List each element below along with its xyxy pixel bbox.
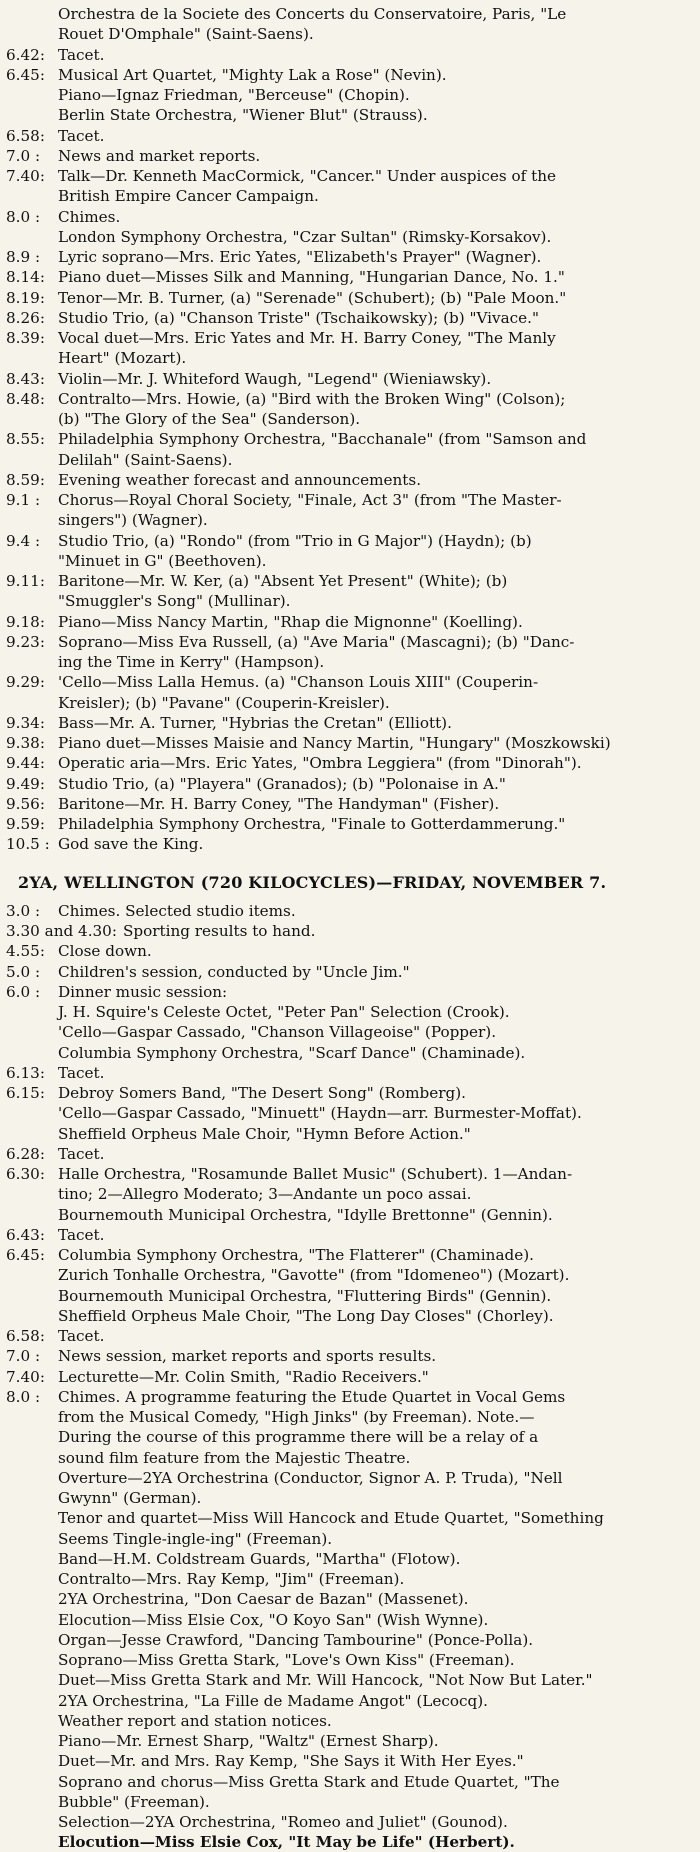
programme-line xyxy=(6,713,694,733)
item-text: "Minuet in G" (Beethoven). xyxy=(58,551,267,570)
item-text: Elocution—Miss Elsie Cox, "It May be Life" (Herbert). xyxy=(58,1833,515,1852)
item-text: (b) "The Glory of the Sea" (Sanderson). xyxy=(58,410,361,428)
time-label: 8.55: xyxy=(6,430,45,449)
programme-line xyxy=(6,834,694,854)
time-label: 7.40: xyxy=(6,167,45,185)
time-label: 9.4 : xyxy=(6,531,41,550)
item-text: Dinner music session: xyxy=(58,982,228,1001)
item-text: 'Cello—Gaspar Cassado, "Chanson Villageoise" (Popper). xyxy=(58,1023,497,1042)
item-text: J. H. Squire's Celeste Octet, "Peter Pan" Selection (Crook). xyxy=(58,1003,510,1021)
item-text: Philadelphia Symphony Orchestra, "Finale to Gotterdammerung." xyxy=(58,815,566,833)
item-text: Debroy Somers Band, "The Desert Song" (Romberg). xyxy=(58,1084,466,1102)
time-label: 9.11: xyxy=(6,572,45,590)
item-text: Tacet. xyxy=(58,1063,105,1082)
item-text: Duet—Mr. and Mrs. Ray Kemp, "She Says it With Her Eyes." xyxy=(58,1752,524,1771)
time-label: 3.0 : xyxy=(6,901,41,920)
time-label: 9.1 : xyxy=(6,491,41,509)
item-text: Band—H.M. Coldstream Guards, "Martha" (Flotow). xyxy=(58,1549,461,1568)
item-text: Children's session, conducted by "Uncle Jim." xyxy=(58,962,410,981)
programme-line xyxy=(6,166,694,186)
item-text: Zurich Tonhalle Orchestra, "Gavotte" (from "Idomeneo") (Mozart). xyxy=(58,1266,570,1285)
programme-line xyxy=(6,1326,694,1346)
programme-line xyxy=(6,1488,694,1508)
item-text: Musical Art Quartet, "Mighty Lak a Rose" (Nevin). xyxy=(58,65,447,84)
time-label: 4.55: xyxy=(6,942,45,961)
programme-line xyxy=(6,308,694,328)
programme-line xyxy=(6,24,694,44)
programme-line xyxy=(6,1265,694,1285)
programme-line xyxy=(6,632,694,652)
programme-line xyxy=(6,531,694,551)
item-text: from the Musical Comedy, "High Jinks" (by Freeman). Note.— xyxy=(58,1408,535,1426)
programme-line xyxy=(6,1670,694,1690)
item-text: Selection—2YA Orchestrina, "Romeo and Juliet" (Gounod). xyxy=(58,1813,508,1831)
item-text: Bubble" (Freeman). xyxy=(58,1792,210,1811)
item-text: Chimes. Selected studio items. xyxy=(58,901,296,920)
item-text: Tacet. xyxy=(58,1225,105,1244)
programme-line xyxy=(6,982,694,1002)
item-text: Halle Orchestra, "Rosamunde Ballet Music" (Schubert). 1—Andan- xyxy=(58,1165,573,1183)
item-text: London Symphony Orchestra, "Czar Sultan" (Rimsky-Korsakov). xyxy=(58,227,552,246)
programme-line xyxy=(6,328,694,348)
item-text: sound film feature from the Majestic Theatre. xyxy=(58,1448,411,1467)
programme-line xyxy=(6,1549,694,1569)
programme-line xyxy=(6,941,694,961)
programme-line xyxy=(6,45,694,65)
programme-line xyxy=(6,1812,694,1832)
time-label: 9.56: xyxy=(6,794,45,813)
programme-line xyxy=(6,450,694,470)
programme-line xyxy=(6,1164,694,1184)
item-text: British Empire Cancer Campaign. xyxy=(58,187,319,206)
programme-line xyxy=(6,1184,694,1204)
programme-line xyxy=(6,85,694,105)
programme-line xyxy=(6,672,694,692)
item-text: Columbia Symphony Orchestra, "The Flatterer" (Chaminade). xyxy=(58,1246,534,1264)
item-text: Studio Trio, (a) "Playera" (Granados); (b) "Polonaise in A." xyxy=(58,774,506,793)
time-label: 5.0 : xyxy=(6,962,41,981)
time-label: 7.40: xyxy=(6,1367,45,1386)
time-label: 8.0 : xyxy=(6,1387,41,1406)
item-text: Piano—Miss Nancy Martin, "Rhap die Mignonne" (Koelling). xyxy=(58,612,523,631)
programme-line xyxy=(6,429,694,449)
programme-line xyxy=(6,591,694,611)
time-label: 9.38: xyxy=(6,734,45,752)
programme-line xyxy=(6,1569,694,1589)
time-label: 6.58: xyxy=(6,1327,45,1345)
programme-line xyxy=(6,288,694,308)
item-text: Sheffield Orpheus Male Choir, "Hymn Before Action." xyxy=(58,1124,471,1143)
programme-line xyxy=(6,1772,694,1792)
programme-line xyxy=(6,1630,694,1650)
programme-line xyxy=(6,207,694,227)
programme-line xyxy=(6,369,694,389)
programme-line xyxy=(6,1245,694,1265)
item-text: Piano—Ignaz Friedman, "Berceuse" (Chopin). xyxy=(58,86,410,104)
programme-line xyxy=(6,186,694,206)
time-label: 9.29: xyxy=(6,673,45,692)
programme-line xyxy=(6,1468,694,1488)
programme-line xyxy=(6,733,694,753)
item-text: Lyric soprano—Mrs. Eric Yates, "Elizabeth's Prayer" (Wagner). xyxy=(58,248,542,266)
time-label: 8.9 : xyxy=(6,248,41,266)
time-label: 6.13: xyxy=(6,1063,45,1082)
programme-line xyxy=(6,1751,694,1771)
item-text: Tacet. xyxy=(58,45,105,64)
programme-line xyxy=(6,921,694,941)
item-text: 2YA Orchestrina, "Don Caesar de Bazan" (Massenet). xyxy=(58,1590,469,1609)
programme-line xyxy=(6,1346,694,1366)
time-label: 8.48: xyxy=(6,389,45,408)
time-label: 8.39: xyxy=(6,329,45,347)
item-text: Organ—Jesse Crawford, "Dancing Tambourine" (Ponce-Polla). xyxy=(58,1630,534,1649)
programme-line xyxy=(6,490,694,510)
programme-line xyxy=(6,267,694,287)
programme-line xyxy=(6,65,694,85)
programme-line xyxy=(6,105,694,125)
programme-line xyxy=(6,1205,694,1225)
item-text: 'Cello—Miss Lalla Hemus. (a) "Chanson Louis XIII" (Couperin- xyxy=(58,673,539,692)
time-label: 6.42: xyxy=(6,45,45,64)
item-text: Tacet. xyxy=(58,1144,105,1163)
time-label: 9.59: xyxy=(6,815,45,833)
item-text: Soprano and chorus—Miss Gretta Stark and Etude Quartet, "The xyxy=(58,1772,560,1791)
item-text: Contralto—Mrs. Ray Kemp, "Jim" (Freeman). xyxy=(58,1570,405,1588)
item-text: Heart" (Mozart). xyxy=(58,349,187,368)
item-text: 'Cello—Gaspar Cassado, "Minuett" (Haydn—arr. Burmester-Moffat). xyxy=(58,1104,582,1123)
programme-line xyxy=(6,753,694,773)
programme-line xyxy=(6,1711,694,1731)
item-text: Baritone—Mr. W. Ker, (a) "Absent Yet Present" (White); (b) xyxy=(58,572,508,590)
item-text: Studio Trio, (a) "Chanson Triste" (Tschaikowsky); (b) "Vivace." xyxy=(58,308,539,327)
item-text: Delilah" (Saint-Saens). xyxy=(58,450,233,469)
time-label: 8.59: xyxy=(6,470,45,489)
programme-line xyxy=(6,551,694,571)
programme-line xyxy=(6,126,694,146)
item-text: ing the Time in Kerry" (Hampson). xyxy=(58,653,325,671)
item-text: Duet—Miss Gretta Stark and Mr. Will Hancock, "Not Now But Later." xyxy=(58,1671,593,1690)
item-text: Gwynn" (German). xyxy=(58,1489,202,1507)
programme-line xyxy=(6,1589,694,1609)
item-text: Seems Tingle-ingle-ing" (Freeman). xyxy=(58,1529,333,1548)
time-label: 8.19: xyxy=(6,288,45,307)
programme-line xyxy=(6,146,694,166)
time-label: 9.49: xyxy=(6,774,45,793)
programme-line xyxy=(6,774,694,794)
time-label: 6.28: xyxy=(6,1144,45,1163)
item-text: Close down. xyxy=(58,942,152,961)
time-label: 6.45: xyxy=(6,1246,45,1264)
programme-line xyxy=(6,1306,694,1326)
time-label: 6.15: xyxy=(6,1084,45,1102)
time-label: 8.0 : xyxy=(6,207,41,226)
programme-line xyxy=(6,1063,694,1083)
time-label: 9.34: xyxy=(6,713,45,732)
programme-line xyxy=(6,1043,694,1063)
programme-line xyxy=(6,794,694,814)
programme-line xyxy=(6,1367,694,1387)
item-text: Berlin State Orchestra, "Wiener Blut" (Strauss). xyxy=(58,106,428,125)
item-text: Tenor and quartet—Miss Will Hancock and Etude Quartet, "Something xyxy=(58,1509,604,1528)
item-text: News and market reports. xyxy=(58,146,261,165)
programme-line xyxy=(6,1083,694,1103)
time-label: 6.43: xyxy=(6,1225,45,1244)
item-text: Elocution—Miss Elsie Cox, "O Koyo San" (Wish Wynne). xyxy=(58,1610,489,1629)
item-text: God save the King. xyxy=(58,835,204,854)
programme-line xyxy=(6,1448,694,1468)
time-label: 3.30 and 4.30: xyxy=(6,922,117,940)
item-text: Chimes. xyxy=(58,207,121,226)
programme-line xyxy=(6,1103,694,1123)
programme-line xyxy=(6,1124,694,1144)
item-text: 2YA Orchestrina, "La Fille de Madame Angot" (Lecocq). xyxy=(58,1691,488,1710)
item-text: "Smuggler's Song" (Mullinar). xyxy=(58,592,291,611)
time-label: 9.23: xyxy=(6,632,45,651)
time-label: 6.30: xyxy=(6,1165,45,1183)
programme-line xyxy=(6,4,694,24)
item-text: Overture—2YA Orchestrina (Conductor, Signor A. P. Truda), "Nell xyxy=(58,1468,563,1487)
item-text: During the course of this programme there will be a relay of a xyxy=(58,1428,539,1447)
programme-line xyxy=(6,1144,694,1164)
item-text: Tacet. xyxy=(58,1327,105,1345)
programme-line xyxy=(6,470,694,490)
programme-line xyxy=(6,1731,694,1751)
item-text: Sheffield Orpheus Male Choir, "The Long Day Closes" (Chorley). xyxy=(58,1306,554,1325)
programme-line xyxy=(6,1387,694,1407)
time-label: 8.43: xyxy=(6,369,45,388)
item-text: Lecturette—Mr. Colin Smith, "Radio Receivers." xyxy=(58,1367,429,1386)
programme-line xyxy=(6,1286,694,1306)
programme-line xyxy=(6,409,694,429)
item-text: Soprano—Miss Eva Russell, (a) "Ave Maria" (Mascagni); (b) "Danc- xyxy=(58,632,575,651)
time-label: 8.26: xyxy=(6,308,45,327)
item-text: Operatic aria—Mrs. Eric Yates, "Ombra Leggiera" (from "Dinorah"). xyxy=(58,754,582,773)
programme-line xyxy=(6,901,694,921)
time-label: 6.0 : xyxy=(6,982,41,1001)
programme-line xyxy=(6,1529,694,1549)
item-text: Soprano—Miss Gretta Stark, "Love's Own Kiss" (Freeman). xyxy=(58,1651,515,1669)
programme-line xyxy=(6,227,694,247)
item-text: Contralto—Mrs. Howie, (a) "Bird with the Broken Wing" (Colson); xyxy=(58,389,566,408)
item-text: Evening weather forecast and announcements. xyxy=(58,470,422,489)
item-text: Piano—Mr. Ernest Sharp, "Waltz" (Ernest Sharp). xyxy=(58,1732,439,1750)
programme-line xyxy=(6,1427,694,1447)
station-heading: 2YA, WELLINGTON (720 KILOCYCLES)—FRIDAY, NOVEMBER 7. xyxy=(18,872,607,892)
item-text: Tenor—Mr. B. Turner, (a) "Serenade" (Schubert); (b) "Pale Moon." xyxy=(58,288,567,307)
item-text: Piano duet—Misses Maisie and Nancy Martin, "Hungary" (Moszkowski) xyxy=(58,734,611,752)
item-text: Violin—Mr. J. Whiteford Waugh, "Legend" (Wieniawsky). xyxy=(58,369,492,388)
item-text: Chorus—Royal Choral Society, "Finale, Act 3" (from "The Master- xyxy=(58,491,562,509)
item-text: tino; 2—Allegro Moderato; 3—Andante un poco assai. xyxy=(58,1185,472,1204)
item-text: Bass—Mr. A. Turner, "Hybrias the Cretan" (Elliott). xyxy=(58,713,452,732)
programme-line xyxy=(6,1610,694,1630)
programme-line xyxy=(6,962,694,982)
programme-line xyxy=(6,247,694,267)
programme-line xyxy=(6,1650,694,1670)
programme-line xyxy=(6,693,694,713)
time-label: 7.0 : xyxy=(6,146,41,165)
item-text: Chimes. A programme featuring the Etude Quartet in Vocal Gems xyxy=(58,1387,566,1406)
item-text: Rouet D'Omphale" (Saint-Saens). xyxy=(58,25,314,44)
programme-line xyxy=(6,1022,694,1042)
programme-line xyxy=(6,510,694,530)
item-text: News session, market reports and sports results. xyxy=(58,1347,437,1366)
item-text: Baritone—Mr. H. Barry Coney, "The Handyman" (Fisher). xyxy=(58,794,500,813)
item-text: Orchestra de la Societe des Concerts du Conservatoire, Paris, "Le xyxy=(58,5,567,23)
programme-line xyxy=(6,652,694,672)
time-label: 6.45: xyxy=(6,65,45,84)
item-text: singers") (Wagner). xyxy=(58,511,208,530)
item-text: Studio Trio, (a) "Rondo" (from "Trio in G Major") (Haydn); (b) xyxy=(58,531,532,550)
item-text: Tacet. xyxy=(58,126,105,145)
programme-line xyxy=(6,389,694,409)
programme-line xyxy=(6,571,694,591)
item-text: Bournemouth Municipal Orchestra, "Fluttering Birds" (Gennin). xyxy=(58,1286,552,1305)
time-label: 6.58: xyxy=(6,126,45,145)
programme-line xyxy=(6,814,694,834)
programme-line xyxy=(6,1792,694,1812)
item-text: Piano duet—Misses Silk and Manning, "Hungarian Dance, No. 1." xyxy=(58,268,565,287)
programme-line xyxy=(6,348,694,368)
item-text: Philadelphia Symphony Orchestra, "Bacchanale" (from "Samson and xyxy=(58,430,587,449)
time-label: 9.18: xyxy=(6,612,45,631)
programme-line xyxy=(6,1407,694,1427)
item-text: Sporting results to hand. xyxy=(122,922,316,940)
time-label: 8.14: xyxy=(6,268,45,287)
programme-line xyxy=(6,1832,694,1852)
item-text: Kreisler); (b) "Pavane" (Couperin-Kreisler). xyxy=(58,693,390,712)
programme-line xyxy=(6,1691,694,1711)
time-label: 9.44: xyxy=(6,754,45,773)
programme-line xyxy=(6,1225,694,1245)
time-label: 7.0 : xyxy=(6,1347,41,1366)
programme-line xyxy=(6,1508,694,1528)
item-text: Weather report and station notices. xyxy=(58,1711,332,1730)
item-text: Columbia Symphony Orchestra, "Scarf Dance" (Chaminade). xyxy=(58,1043,526,1062)
time-label: 10.5 : xyxy=(6,835,50,854)
programme-line xyxy=(6,612,694,632)
programme-line xyxy=(6,1002,694,1022)
item-text: Talk—Dr. Kenneth MacCormick, "Cancer." Under auspices of the xyxy=(58,167,556,185)
item-text: Vocal duet—Mrs. Eric Yates and Mr. H. Barry Coney, "The Manly xyxy=(58,329,556,347)
item-text: Bournemouth Municipal Orchestra, "Idylle Brettonne" (Gennin). xyxy=(58,1205,553,1224)
